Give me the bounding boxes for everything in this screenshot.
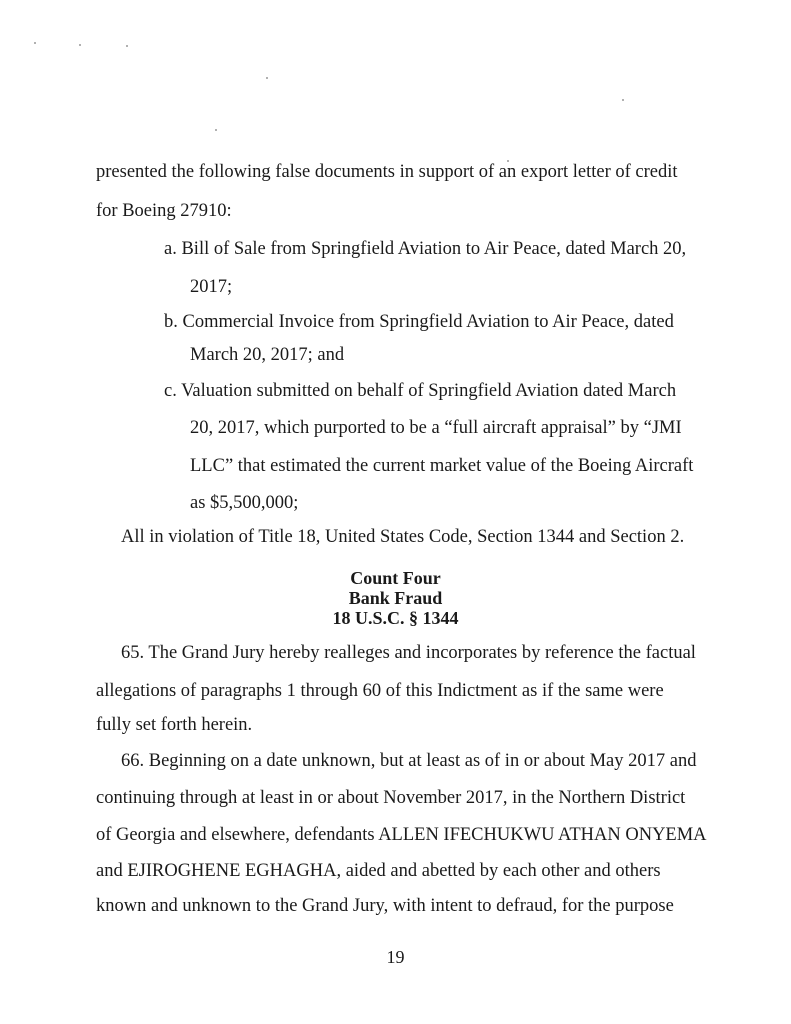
violation-statement: All in violation of Title 18, United States Code, Section 1344 and Section 2. [121, 527, 685, 547]
text-line: presented the following false documents in support of an export letter of credit [96, 162, 678, 182]
list-item-c-continued: as $5,500,000; [190, 493, 299, 513]
paragraph-65-line: 65. The Grand Jury hereby realleges and incorporates by reference the factual [121, 643, 696, 663]
paragraph-66-line: and EJIROGHENE EGHAGHA, aided and abetted by each other and others [96, 861, 661, 881]
list-item-c-continued: 20, 2017, which purported to be a “full aircraft appraisal” by “JMI [190, 418, 682, 438]
list-item-b: b. Commercial Invoice from Springfield Aviation to Air Peace, dated [164, 312, 674, 332]
count-heading-statute: 18 U.S.C. § 1344 [332, 608, 459, 628]
text-line: for Boeing 27910: [96, 201, 232, 221]
paragraph-65-line: allegations of paragraphs 1 through 60 of this Indictment as if the same were [96, 681, 664, 701]
paragraph-66-line: of Georgia and elsewhere, defendants ALLEN IFECHUKWU ATHAN ONYEMA [96, 825, 707, 845]
count-heading-title: Count Four [350, 568, 441, 588]
list-item-c: c. Valuation submitted on behalf of Springfield Aviation dated March [164, 381, 677, 401]
list-item-b-continued: March 20, 2017; and [190, 345, 345, 365]
paragraph-66-line: 66. Beginning on a date unknown, but at least as of in or about May 2017 and [121, 751, 697, 771]
count-heading-subtitle: Bank Fraud [348, 588, 443, 608]
paragraph-65-line: fully set forth herein. [96, 715, 253, 735]
paragraph-66-line: known and unknown to the Grand Jury, with intent to defraud, for the purpose [96, 896, 674, 916]
page-number: 19 [386, 947, 405, 967]
list-item-a: a. Bill of Sale from Springfield Aviation to Air Peace, dated March 20, [164, 239, 687, 259]
paragraph-66-line: continuing through at least in or about November 2017, in the Northern District [96, 788, 686, 808]
list-item-c-continued: LLC” that estimated the current market value of the Boeing Aircraft [190, 456, 694, 476]
list-item-a-continued: 2017; [190, 277, 233, 297]
